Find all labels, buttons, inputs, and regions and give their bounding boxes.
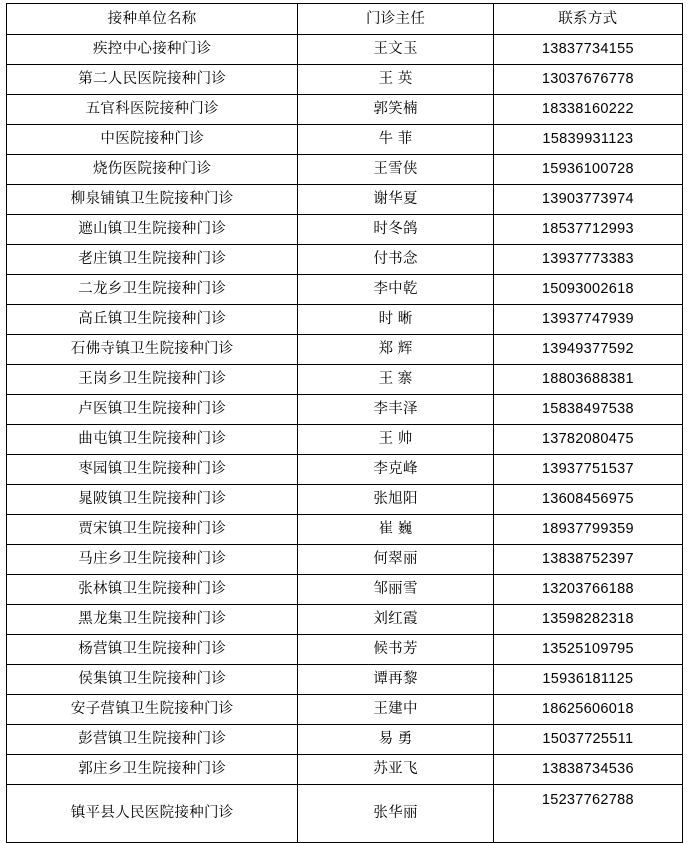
cell-tel: 18937799359 [493, 515, 682, 545]
table-row [7, 425, 683, 455]
cell-head: 郭笑楠 [298, 95, 493, 125]
table-row [7, 485, 683, 515]
table-row [7, 35, 683, 65]
cell-unit: 石佛寺镇卫生院接种门诊 [7, 335, 298, 365]
cell-head: 李中乾 [298, 275, 493, 305]
column-header-tel: 联系方式 [493, 4, 682, 35]
table-row [7, 545, 683, 575]
column-header-head: 门诊主任 [298, 4, 493, 35]
column-header-unit: 接种单位名称 [7, 4, 298, 35]
cell-tel [493, 785, 682, 843]
cell-head: 易 勇 [298, 725, 493, 755]
cell-tel: 13937751537 [493, 455, 682, 485]
cell-head: 时 晰 [298, 305, 493, 335]
table-body [7, 35, 683, 843]
cell-unit: 遮山镇卫生院接种门诊 [7, 215, 298, 245]
tel-stack [494, 785, 682, 842]
table-row [7, 785, 683, 843]
cell-tel: 13203766188 [493, 575, 682, 605]
cell-head: 王 帅 [298, 425, 493, 455]
cell-tel: 13782080475 [493, 425, 682, 455]
cell-unit: 黑龙集卫生院接种门诊 [7, 605, 298, 635]
cell-unit: 贾宋镇卫生院接种门诊 [7, 515, 298, 545]
cell-tel: 15936181125 [493, 665, 682, 695]
table-row [7, 65, 683, 95]
table-row [7, 665, 683, 695]
cell-tel-line2 [494, 814, 682, 842]
cell-tel: 18338160222 [493, 95, 682, 125]
table-row [7, 275, 683, 305]
cell-unit: 柳泉铺镇卫生院接种门诊 [7, 185, 298, 215]
cell-head: 苏亚飞 [298, 755, 493, 785]
table-row [7, 605, 683, 635]
cell-head: 谭再黎 [298, 665, 493, 695]
table-row [7, 395, 683, 425]
table-row [7, 95, 683, 125]
cell-tel-line1: 15237762788 [541, 791, 634, 808]
cell-unit: 马庄乡卫生院接种门诊 [7, 545, 298, 575]
cell-unit: 疾控中心接种门诊 [7, 35, 298, 65]
cell-unit: 安子营镇卫生院接种门诊 [7, 695, 298, 725]
cell-head: 牛 菲 [298, 125, 493, 155]
cell-tel: 13838752397 [493, 545, 682, 575]
cell-head: 王建中 [298, 695, 493, 725]
cell-head: 崔 巍 [298, 515, 493, 545]
cell-unit: 镇平县人民医院接种门诊 [7, 785, 298, 843]
table-row [7, 575, 683, 605]
cell-unit: 王岗乡卫生院接种门诊 [7, 365, 298, 395]
cell-head: 王文玉 [298, 35, 493, 65]
table-row [7, 515, 683, 545]
cell-head: 谢华夏 [298, 185, 493, 215]
cell-unit: 晁陂镇卫生院接种门诊 [7, 485, 298, 515]
cell-unit: 杨营镇卫生院接种门诊 [7, 635, 298, 665]
cell-unit: 二龙乡卫生院接种门诊 [7, 275, 298, 305]
cell-tel: 15037725511 [493, 725, 682, 755]
cell-tel: 15839931123 [493, 125, 682, 155]
cell-tel: 13837734155 [493, 35, 682, 65]
cell-tel: 13037676778 [493, 65, 682, 95]
table-row [7, 185, 683, 215]
cell-unit: 高丘镇卫生院接种门诊 [7, 305, 298, 335]
cell-unit: 五官科医院接种门诊 [7, 95, 298, 125]
cell-tel: 13608456975 [493, 485, 682, 515]
table-header-row [7, 4, 683, 35]
cell-head: 王 英 [298, 65, 493, 95]
cell-head: 王 寨 [298, 365, 493, 395]
cell-head: 张旭阳 [298, 485, 493, 515]
cell-tel: 13949377592 [493, 335, 682, 365]
cell-unit: 烧伤医院接种门诊 [7, 155, 298, 185]
cell-head: 何翠丽 [298, 545, 493, 575]
cell-head: 付书念 [298, 245, 493, 275]
cell-tel: 13598282318 [493, 605, 682, 635]
cell-tel: 13903773974 [493, 185, 682, 215]
cell-unit: 中医院接种门诊 [7, 125, 298, 155]
cell-head: 刘红霞 [298, 605, 493, 635]
table-header [7, 4, 683, 35]
cell-head: 李克峰 [298, 455, 493, 485]
cell-tel: 13937747939 [493, 305, 682, 335]
cell-head: 候书芳 [298, 635, 493, 665]
cell-unit: 曲屯镇卫生院接种门诊 [7, 425, 298, 455]
cell-head: 李丰泽 [298, 395, 493, 425]
table-row [7, 635, 683, 665]
table-row [7, 755, 683, 785]
cell-unit: 卢医镇卫生院接种门诊 [7, 395, 298, 425]
cell-unit: 枣园镇卫生院接种门诊 [7, 455, 298, 485]
table-row [7, 125, 683, 155]
vaccination-clinic-table [6, 3, 683, 843]
table-row [7, 155, 683, 185]
table-row [7, 455, 683, 485]
cell-head: 郑 辉 [298, 335, 493, 365]
table-row [7, 305, 683, 335]
cell-unit: 郭庄乡卫生院接种门诊 [7, 755, 298, 785]
cell-tel: 15936100728 [493, 155, 682, 185]
cell-tel: 13937773383 [493, 245, 682, 275]
cell-unit: 侯集镇卫生院接种门诊 [7, 665, 298, 695]
cell-tel: 18537712993 [493, 215, 682, 245]
cell-unit: 老庄镇卫生院接种门诊 [7, 245, 298, 275]
table-row [7, 215, 683, 245]
cell-unit: 第二人民医院接种门诊 [7, 65, 298, 95]
table-row [7, 695, 683, 725]
cell-tel: 15093002618 [493, 275, 682, 305]
cell-head: 时冬鸽 [298, 215, 493, 245]
cell-unit: 张林镇卫生院接种门诊 [7, 575, 298, 605]
table-row [7, 365, 683, 395]
table-row [7, 245, 683, 275]
cell-tel: 18803688381 [493, 365, 682, 395]
table-row [7, 335, 683, 365]
cell-tel: 18625606018 [493, 695, 682, 725]
cell-tel: 13838734536 [493, 755, 682, 785]
cell-head: 邹丽雪 [298, 575, 493, 605]
cell-tel: 13525109795 [493, 635, 682, 665]
table-row [7, 725, 683, 755]
cell-head: 王雪侠 [298, 155, 493, 185]
cell-unit: 彭营镇卫生院接种门诊 [7, 725, 298, 755]
cell-head: 张华丽 [298, 785, 493, 843]
document-page [0, 3, 689, 821]
cell-tel: 15838497538 [493, 395, 682, 425]
